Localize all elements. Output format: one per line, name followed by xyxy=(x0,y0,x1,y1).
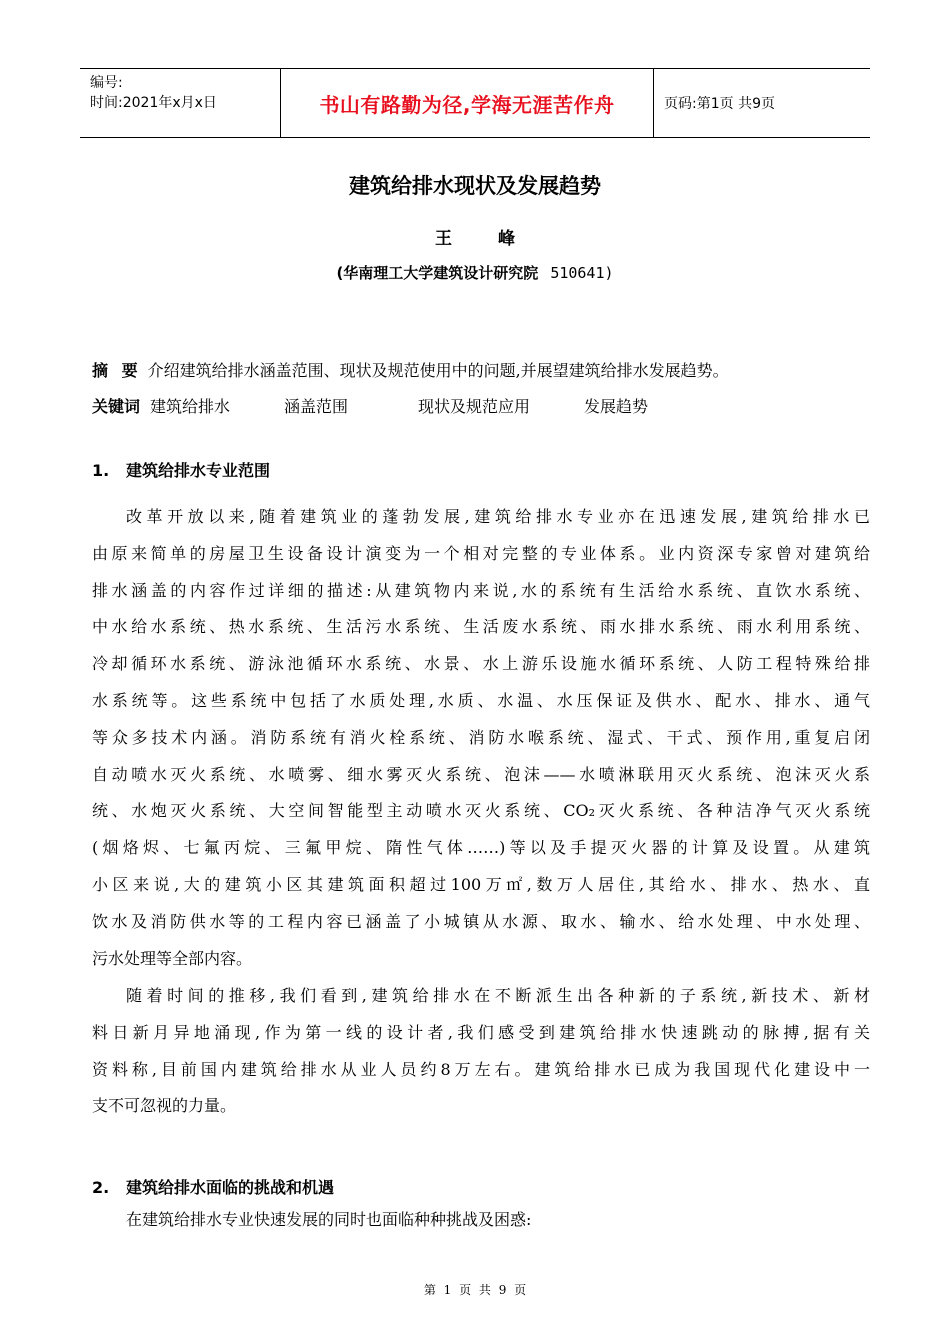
paragraph-line: 水系统等。这些系统中包括了水质处理,水质、水温、水压保证及供水、配水、排水、通气 xyxy=(92,690,870,710)
header-table xyxy=(80,68,870,138)
affiliation-name: (华南理工大学建筑设计研究院 xyxy=(336,264,539,282)
section-title: 建筑给排水面临的挑战和机遇 xyxy=(126,1178,335,1197)
author: 王 峰 xyxy=(435,229,515,249)
paragraph-line: 自动喷水灭火系统、水喷雾、细水雾灭火系统、泡沫——水喷淋联用灭火系统、泡沫灭火系 xyxy=(92,764,870,784)
keyword-item: 发展趋势 xyxy=(584,397,649,416)
section-number: 1. xyxy=(92,461,110,480)
paragraph-line: 排水涵盖的内容作过详细的描述:从建筑物内来说,水的系统有生活给水系统、直饮水系统、 xyxy=(92,580,870,600)
document-title: 建筑给排水现状及发展趋势 xyxy=(349,174,601,198)
section-heading-1 xyxy=(92,458,270,481)
paragraph-line: 在建筑给排水专业快速发展的同时也面临种种挑战及困惑: xyxy=(126,1210,532,1229)
paragraph-line: 小区来说,大的建筑小区其建筑面积超过100万㎡,数万人居住,其给水、排水、热水、直 xyxy=(92,874,870,894)
abstract-text: 介绍建筑给排水涵盖范围、现状及规范使用中的问题,并展望建筑给排水发展趋势。 xyxy=(147,361,729,380)
paragraph-3 xyxy=(92,1202,870,1239)
affiliation xyxy=(0,262,950,283)
header-motto xyxy=(280,69,654,137)
paragraph-line: 由原来简单的房屋卫生设备设计演变为一个相对完整的专业体系。业内资深专家曾对建筑给 xyxy=(92,543,870,563)
paragraph-2 xyxy=(92,978,870,1125)
paragraph-line: 支不可忽视的力量。 xyxy=(92,1096,237,1116)
paragraph-line: 料日新月异地涌现,作为第一线的设计者,我们感受到建筑给排水快速跳动的脉搏,据有关 xyxy=(92,1022,870,1042)
section-title: 建筑给排水专业范围 xyxy=(126,461,271,480)
keywords xyxy=(92,397,648,417)
header-meta xyxy=(80,69,280,137)
paragraph-line: 随着时间的推移,我们看到,建筑给排水在不断派生出各种新的子系统,新技术、新材 xyxy=(126,986,870,1005)
page-info-text: 页码:第1页 共9页 xyxy=(664,96,775,112)
paragraph-line: 资料称,目前国内建筑给排水从业人员约8万左右。建筑给排水已成为我国现代化建设中一 xyxy=(92,1059,870,1079)
paragraph-line: 冷却循环水系统、游泳池循环水系统、水景、水上游乐设施水循环系统、人防工程特殊给排 xyxy=(92,654,870,674)
page-footer: 第 1 页 共 9 页 xyxy=(423,1283,527,1297)
keyword-item: 涵盖范围 xyxy=(284,397,349,416)
number-label: 编号: xyxy=(90,75,123,91)
keywords-label: 关键词 xyxy=(92,397,141,416)
time-label: 时间:2021年x月x日 xyxy=(90,95,217,111)
paragraph-line: 等众多技术内涵。消防系统有消火栓系统、消防水喉系统、湿式、干式、预作用,重复启闭 xyxy=(92,727,870,747)
paragraph-line: 改革开放以来,随着建筑业的蓬勃发展,建筑给排水专业亦在迅速发展,建筑给排水已 xyxy=(126,507,870,526)
paragraph-line: 污水处理等全部内容。 xyxy=(92,948,253,968)
keyword-item: 现状及规范应用 xyxy=(418,397,531,416)
abstract xyxy=(92,361,729,381)
keyword-item: 建筑给排水 xyxy=(150,397,231,416)
paragraph-1 xyxy=(92,499,870,977)
header-page-info xyxy=(654,69,870,137)
affiliation-code: 510641) xyxy=(550,264,614,282)
motto-text: 书山有路勤为径,学海无涯苦作舟 xyxy=(319,92,615,117)
section-heading-2 xyxy=(92,1175,334,1198)
abstract-label: 摘 要 xyxy=(92,361,138,380)
paragraph-line: 饮水及消防供水等的工程内容已涵盖了小城镇从水源、取水、输水、给水处理、中水处理、 xyxy=(92,911,870,931)
paragraph-line: (烟烙烬、七氟丙烷、三氟甲烷、隋性气体……)等以及手提灭火器的计算及设置。从建筑 xyxy=(92,838,870,858)
paragraph-line: 中水给水系统、热水系统、生活污水系统、生活废水系统、雨水排水系统、雨水利用系统、 xyxy=(92,617,870,637)
section-number: 2. xyxy=(92,1178,110,1197)
paragraph-line: 统、水炮灭火系统、大空间智能型主动喷水灭火系统、CO₂灭火系统、各种洁净气灭火系统 xyxy=(92,801,870,821)
